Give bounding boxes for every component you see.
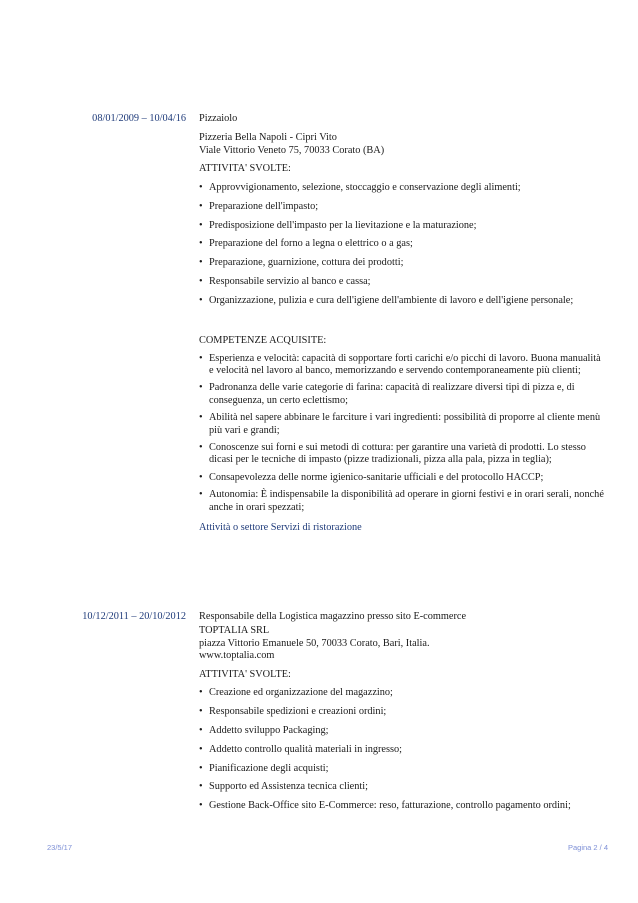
entry-address: Viale Vittorio Veneto 75, 70033 Corato (BA)	[199, 144, 385, 156]
list-item: • Creazione ed organizzazione del magazzino;	[199, 687, 604, 699]
entry-employer: TOPTALIA SRL	[199, 625, 270, 637]
entry-date: 08/01/2009 – 10/04/16	[92, 113, 186, 124]
list-item: • Padronanza delle varie categorie di farina: capacità di realizzare diversi tipi di pizza e, di conseguenza, un certo eclettismo;	[199, 382, 604, 407]
activities-heading: ATTIVITA' SVOLTE:	[199, 163, 291, 175]
list-item: • Organizzazione, pulizia e cura dell'igiene dell'ambiente di lavoro e dell'igiene personale;	[199, 295, 604, 307]
entry-employer: Pizzeria Bella Napoli - Cipri Vito	[199, 132, 337, 144]
list-item: • Preparazione, guarnizione, cottura dei prodotti;	[199, 257, 604, 269]
list-item: • Addetto sviluppo Packaging;	[199, 725, 604, 737]
entry-content	[199, 611, 604, 813]
activities-heading: ATTIVITA' SVOLTE:	[199, 668, 291, 680]
list-item: • Abilità nel sapere abbinare le farciture i vari ingredienti: possibilità di proporre al cliente menù più vari e grandi;	[199, 412, 604, 437]
list-item: • Consapevolezza delle norme igienico-sanitarie ufficiali e del protocollo HACCP;	[199, 472, 604, 484]
skills-list	[199, 353, 604, 514]
activities-list	[199, 687, 604, 812]
list-item: • Conoscenze sui forni e sui metodi di cottura: per garantire una varietà di prodotti. Lo stesso dicasi per le tecniche di impasto (pizze tradizionali, pizza alla pala, pizza in teglia);	[199, 442, 604, 467]
entry-address: piazza Vittorio Emanuele 50, 70033 Corato, Bari, Italia.	[199, 637, 430, 649]
list-item: • Gestione Back-Office sito E-Commerce: reso, fatturazione, controllo pagamento ordini;	[199, 800, 604, 812]
activities-list	[199, 182, 604, 307]
entry-website: www.toptalia.com	[199, 650, 275, 662]
list-item: • Approvvigionamento, selezione, stoccaggio e conservazione degli alimenti;	[199, 182, 604, 194]
entry-role: Pizzaiolo	[199, 113, 238, 124]
list-item: • Predisposizione dell'impasto per la lievitazione e la maturazione;	[199, 220, 604, 232]
list-item: • Autonomia: È indispensabile la disponibilità ad operare in giorni festivi e in orari serali, nonché anche in orari spezzati;	[199, 489, 604, 514]
entry-content	[199, 113, 604, 534]
list-item: • Preparazione dell'impasto;	[199, 201, 604, 213]
footer-date: 23/5/17	[47, 843, 73, 852]
list-item: • Responsabile spedizioni e creazioni ordini;	[199, 706, 604, 718]
list-item: • Pianificazione degli acquisti;	[199, 763, 604, 775]
entry-sector: Attività o settore Servizi di ristorazione	[199, 522, 362, 534]
list-item: • Esperienza e velocità: capacità di sopportare forti carichi e/o picchi di lavoro. Buona manualità e velocità nel lavoro al banco, memorizzando e servendo contemporaneamente più clienti;	[199, 353, 604, 378]
list-item: • Preparazione del forno a legna o elettrico o a gas;	[199, 238, 604, 250]
entry-date: 10/12/2011 – 20/10/2012	[82, 611, 186, 622]
skills-heading: COMPETENZE ACQUISITE:	[199, 335, 327, 347]
entry-role: Responsabile della Logistica magazzino presso sito E-commerce	[199, 611, 467, 622]
list-item: • Addetto controllo qualità materiali in ingresso;	[199, 744, 604, 756]
footer-page-number: Pagina 2 / 4	[567, 843, 608, 852]
list-item: • Responsabile servizio al banco e cassa;	[199, 276, 604, 288]
list-item: • Supporto ed Assistenza tecnica clienti;	[199, 781, 604, 793]
